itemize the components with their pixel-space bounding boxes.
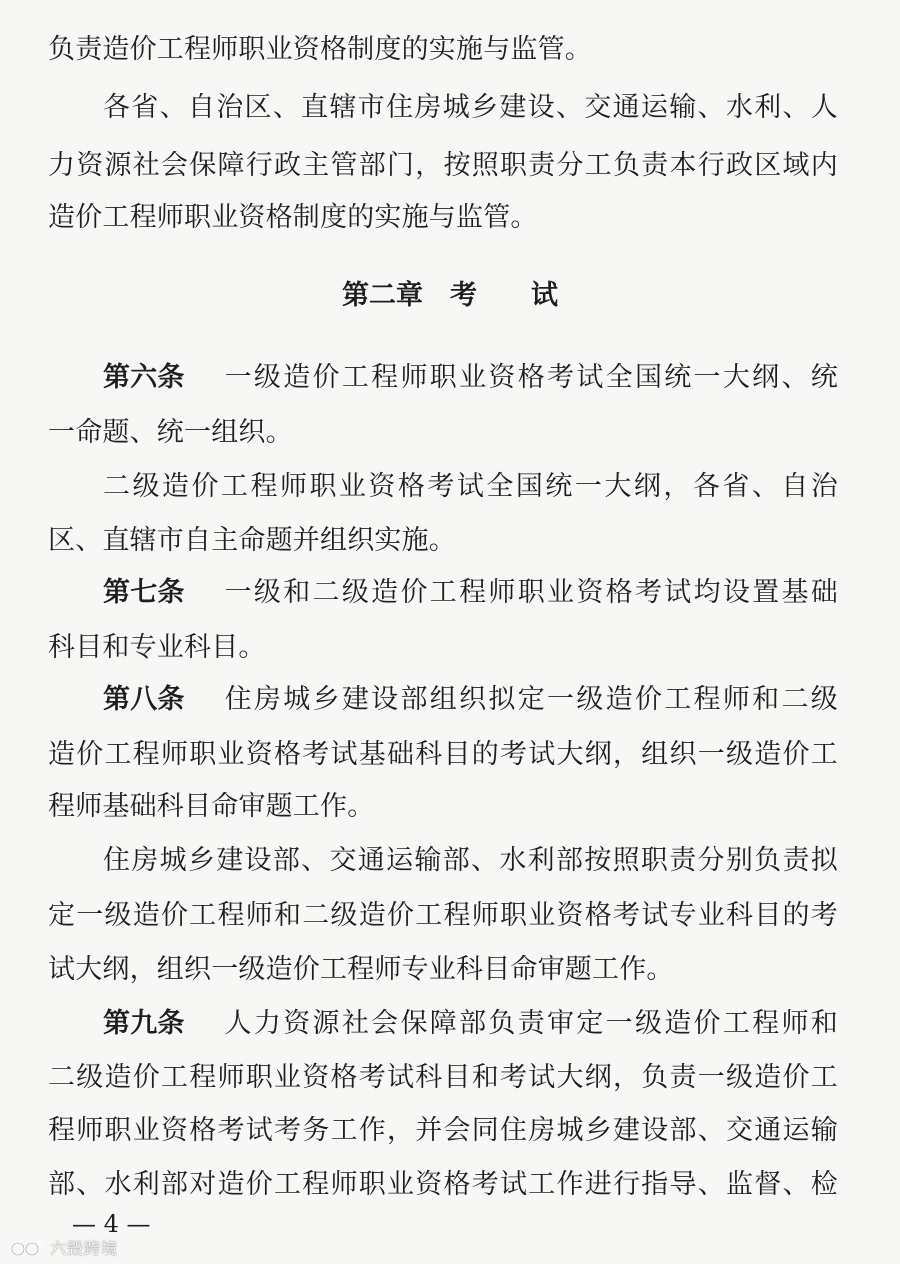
page-number: — 4 — <box>72 1210 151 1238</box>
text-line: 试大纲，组织一级造价工程师专业科目命审题工作。 <box>48 954 674 985</box>
text-line: 造价工程师职业资格制度的实施与监管。 <box>48 202 538 233</box>
article-line <box>103 573 838 613</box>
article-text: 一级和二级造价工程师职业资格考试均设置基础 <box>224 577 838 608</box>
article-line <box>103 680 838 720</box>
article-text: 住房城乡建设部组织拟定一级造价工程师和二级 <box>224 684 838 715</box>
text-line: 一命题、统一组织。 <box>48 417 293 448</box>
text-line: 程师职业资格考试考务工作，并会同住房城乡建设部、交通运输 <box>48 1115 838 1146</box>
watermark-logo-icon <box>10 1237 44 1259</box>
article-line <box>103 358 838 398</box>
text-line: 造价工程师职业资格考试基础科目的考试大纲，组织一级造价工 <box>48 739 838 770</box>
text-line: 区、直辖市自主命题并组织实施。 <box>48 525 456 556</box>
text-line: 定一级造价工程师和二级造价工程师职业资格考试专业科目的考 <box>48 900 838 931</box>
text-line: 负责造价工程师职业资格制度的实施与监管。 <box>48 34 592 65</box>
article-text: 一级造价工程师职业资格考试全国统一大纲、统 <box>224 362 838 393</box>
chapter-heading: 第二章 考 试 <box>342 280 558 311</box>
article-line <box>103 1004 838 1044</box>
watermark-text: 六毁跨境 <box>50 1239 119 1258</box>
text-line: 二级造价工程师职业资格考试科目和考试大纲，负责一级造价工 <box>48 1062 838 1093</box>
text-line: 力资源社会保障行政主管部门，按照职责分工负责本行政区域内 <box>48 150 838 181</box>
article-label: 第七条 <box>103 577 185 608</box>
article-label: 第六条 <box>103 362 185 393</box>
text-line: 二级造价工程师职业资格考试全国统一大纲，各省、自治 <box>103 471 838 502</box>
article-text: 人力资源社会保障部负责审定一级造价工程师和 <box>224 1008 838 1039</box>
article-label: 第九条 <box>103 1008 185 1039</box>
text-line: 各省、自治区、直辖市住房城乡建设、交通运输、水利、人 <box>103 92 838 123</box>
watermark <box>10 1236 118 1259</box>
text-line: 科目和专业科目。 <box>48 632 266 663</box>
text-line: 部、水利部对造价工程师职业资格考试工作进行指导、监督、检 <box>48 1169 838 1200</box>
article-label: 第八条 <box>103 684 185 715</box>
text-line: 住房城乡建设部、交通运输部、水利部按照职责分别负责拟 <box>103 845 838 876</box>
text-line: 程师基础科目命审题工作。 <box>48 791 375 822</box>
